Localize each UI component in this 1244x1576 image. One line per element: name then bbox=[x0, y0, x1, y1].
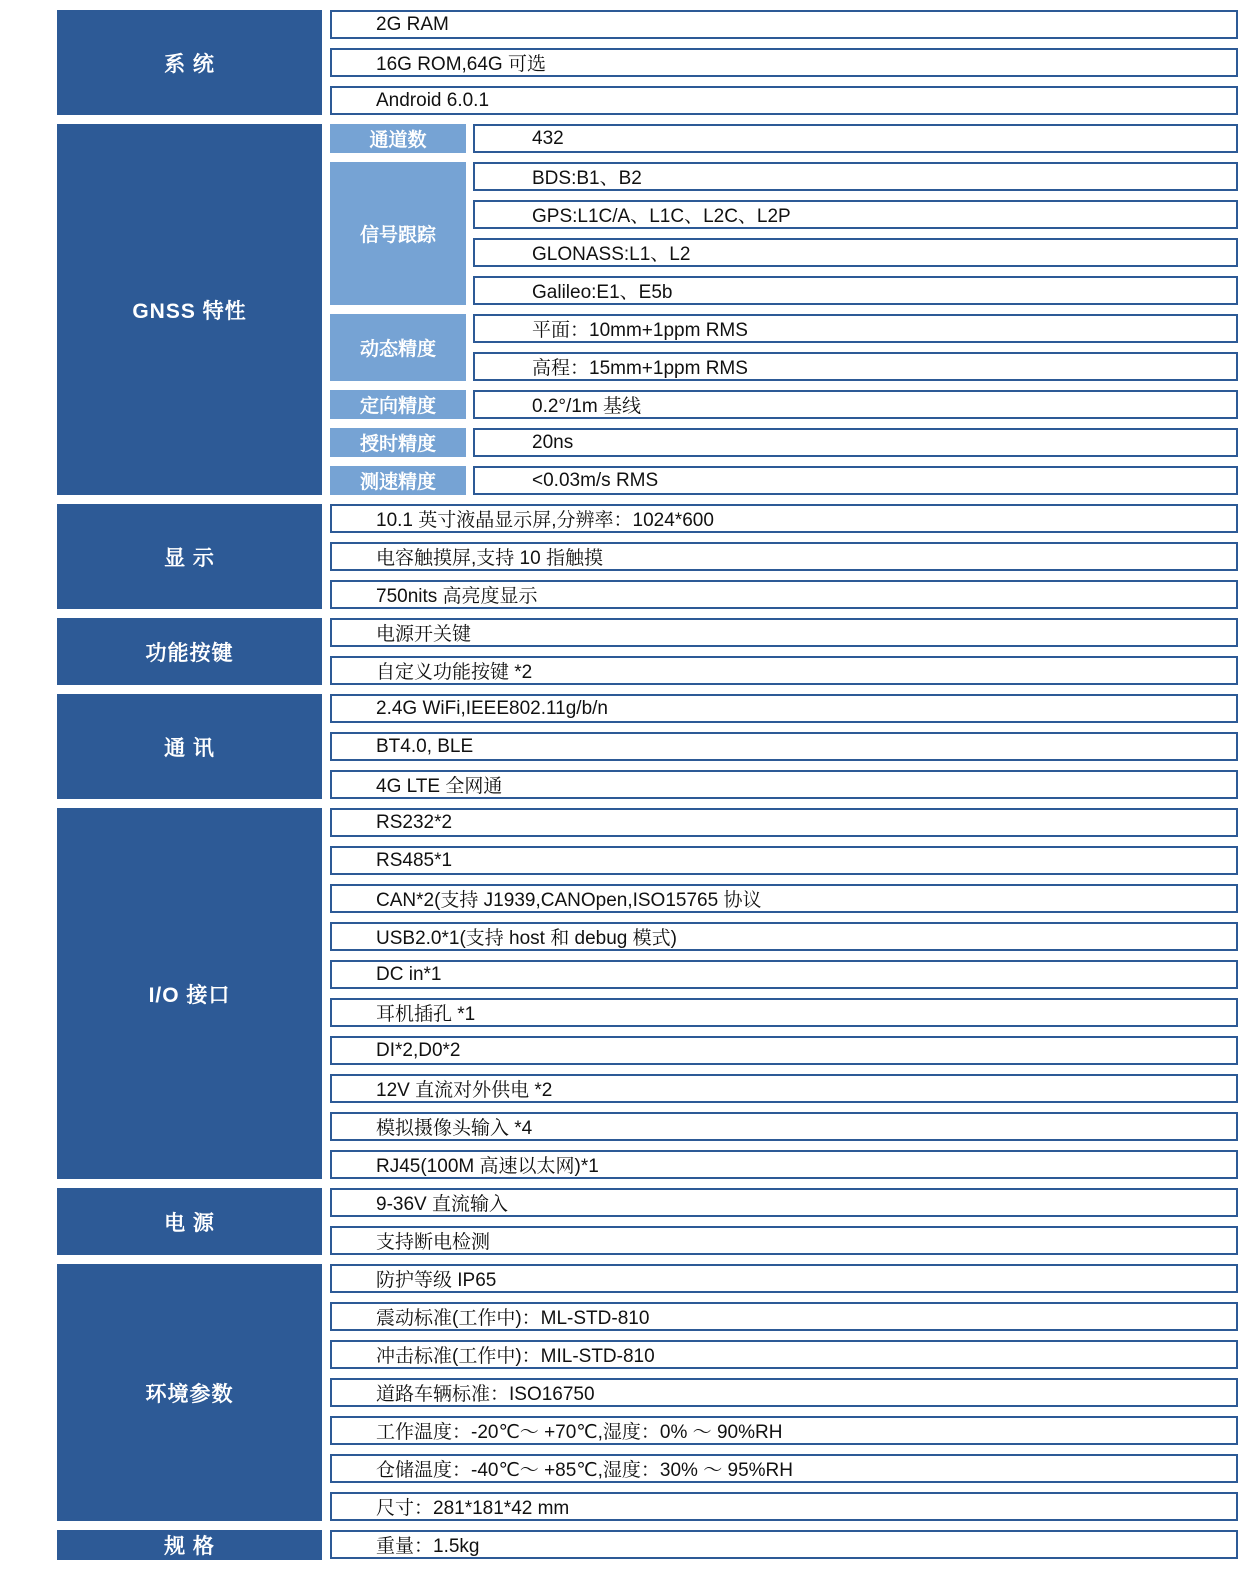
spec-row: <0.03m/s RMS bbox=[473, 466, 1238, 495]
spec-row: Android 6.0.1 bbox=[330, 86, 1238, 115]
section-rows bbox=[330, 618, 1238, 685]
subcategory-label: 信号跟踪 bbox=[330, 162, 466, 305]
spec-row: 工作温度：-20℃～ +70℃,湿度：0% ～ 90%RH bbox=[330, 1416, 1238, 1445]
subcategory-label: 测速精度 bbox=[330, 466, 466, 495]
spec-row: DC in*1 bbox=[330, 960, 1238, 989]
section-spec bbox=[57, 1530, 1238, 1560]
category-label: 系 统 bbox=[57, 10, 322, 115]
spec-row: 电源开关键 bbox=[330, 618, 1238, 647]
spec-table bbox=[57, 10, 1238, 1560]
spec-row: DI*2,D0*2 bbox=[330, 1036, 1238, 1065]
category-label: 规 格 bbox=[57, 1530, 322, 1560]
spec-row: 防护等级 IP65 bbox=[330, 1264, 1238, 1293]
section-rows bbox=[330, 808, 1238, 1179]
category-label: 通 讯 bbox=[57, 694, 322, 799]
section-rows bbox=[330, 124, 1238, 495]
section-io bbox=[57, 808, 1238, 1179]
spec-row: 耳机插孔 *1 bbox=[330, 998, 1238, 1027]
spec-row: 20ns bbox=[473, 428, 1238, 457]
spec-row: CAN*2(支持 J1939,CANOpen,ISO15765 协议 bbox=[330, 884, 1238, 913]
section-system bbox=[57, 10, 1238, 115]
section-rows bbox=[330, 10, 1238, 115]
subcategory-label: 通道数 bbox=[330, 124, 466, 153]
spec-row: 2G RAM bbox=[330, 10, 1238, 39]
spec-row: 750nits 高亮度显示 bbox=[330, 580, 1238, 609]
spec-row: RJ45(100M 高速以太网)*1 bbox=[330, 1150, 1238, 1179]
spec-row: 尺寸：281*181*42 mm bbox=[330, 1492, 1238, 1521]
spec-row: BT4.0, BLE bbox=[330, 732, 1238, 761]
section-display bbox=[57, 504, 1238, 609]
section-environment bbox=[57, 1264, 1238, 1521]
spec-row: RS485*1 bbox=[330, 846, 1238, 875]
section-gnss bbox=[57, 124, 1238, 495]
spec-row: 高程：15mm+1ppm RMS bbox=[473, 352, 1238, 381]
section-function-keys bbox=[57, 618, 1238, 685]
category-label: 电 源 bbox=[57, 1188, 322, 1255]
category-label: I/O 接口 bbox=[57, 808, 322, 1179]
section-rows bbox=[330, 1264, 1238, 1521]
spec-row: 0.2°/1m 基线 bbox=[473, 390, 1238, 419]
subgroup-timing-accuracy bbox=[330, 428, 1238, 457]
spec-row: GPS:L1C/A、L1C、L2C、L2P bbox=[473, 200, 1238, 229]
spec-row: 10.1 英寸液晶显示屏,分辨率：1024*600 bbox=[330, 504, 1238, 533]
spec-row: 仓储温度：-40℃～ +85℃,湿度：30% ～ 95%RH bbox=[330, 1454, 1238, 1483]
spec-row: 自定义功能按键 *2 bbox=[330, 656, 1238, 685]
subgroup-velocity-accuracy bbox=[330, 466, 1238, 495]
subgroup-channels bbox=[330, 124, 1238, 153]
spec-row: RS232*2 bbox=[330, 808, 1238, 837]
spec-row: 4G LTE 全网通 bbox=[330, 770, 1238, 799]
subgroup-signal-tracking bbox=[330, 162, 1238, 305]
spec-row: 支持断电检测 bbox=[330, 1226, 1238, 1255]
section-rows bbox=[330, 694, 1238, 799]
spec-row: 平面：10mm+1ppm RMS bbox=[473, 314, 1238, 343]
section-rows bbox=[330, 1530, 1238, 1560]
spec-row: 电容触摸屏,支持 10 指触摸 bbox=[330, 542, 1238, 571]
spec-row: 震动标准(工作中)：ML-STD-810 bbox=[330, 1302, 1238, 1331]
subcategory-label: 定向精度 bbox=[330, 390, 466, 419]
spec-row: BDS:B1、B2 bbox=[473, 162, 1238, 191]
spec-row: 9-36V 直流输入 bbox=[330, 1188, 1238, 1217]
spec-row: 重量：1.5kg bbox=[330, 1530, 1238, 1559]
spec-row: 16G ROM,64G 可选 bbox=[330, 48, 1238, 77]
section-rows bbox=[330, 504, 1238, 609]
spec-row: 12V 直流对外供电 *2 bbox=[330, 1074, 1238, 1103]
spec-row: USB2.0*1(支持 host 和 debug 模式) bbox=[330, 922, 1238, 951]
subcategory-label: 授时精度 bbox=[330, 428, 466, 457]
subcategory-label: 动态精度 bbox=[330, 314, 466, 381]
spec-row: 模拟摄像头输入 *4 bbox=[330, 1112, 1238, 1141]
category-label: GNSS 特性 bbox=[57, 124, 322, 495]
spec-row: 2.4G WiFi,IEEE802.11g/b/n bbox=[330, 694, 1238, 723]
category-label: 显 示 bbox=[57, 504, 322, 609]
subgroup-dynamic-accuracy bbox=[330, 314, 1238, 381]
category-label: 功能按键 bbox=[57, 618, 322, 685]
category-label: 环境参数 bbox=[57, 1264, 322, 1521]
spec-row: Galileo:E1、E5b bbox=[473, 276, 1238, 305]
spec-row: 432 bbox=[473, 124, 1238, 153]
spec-row: 道路车辆标准：ISO16750 bbox=[330, 1378, 1238, 1407]
spec-row: GLONASS:L1、L2 bbox=[473, 238, 1238, 267]
section-power bbox=[57, 1188, 1238, 1255]
section-communication bbox=[57, 694, 1238, 799]
subgroup-heading-accuracy bbox=[330, 390, 1238, 419]
section-rows bbox=[330, 1188, 1238, 1255]
spec-row: 冲击标准(工作中)：MIL-STD-810 bbox=[330, 1340, 1238, 1369]
